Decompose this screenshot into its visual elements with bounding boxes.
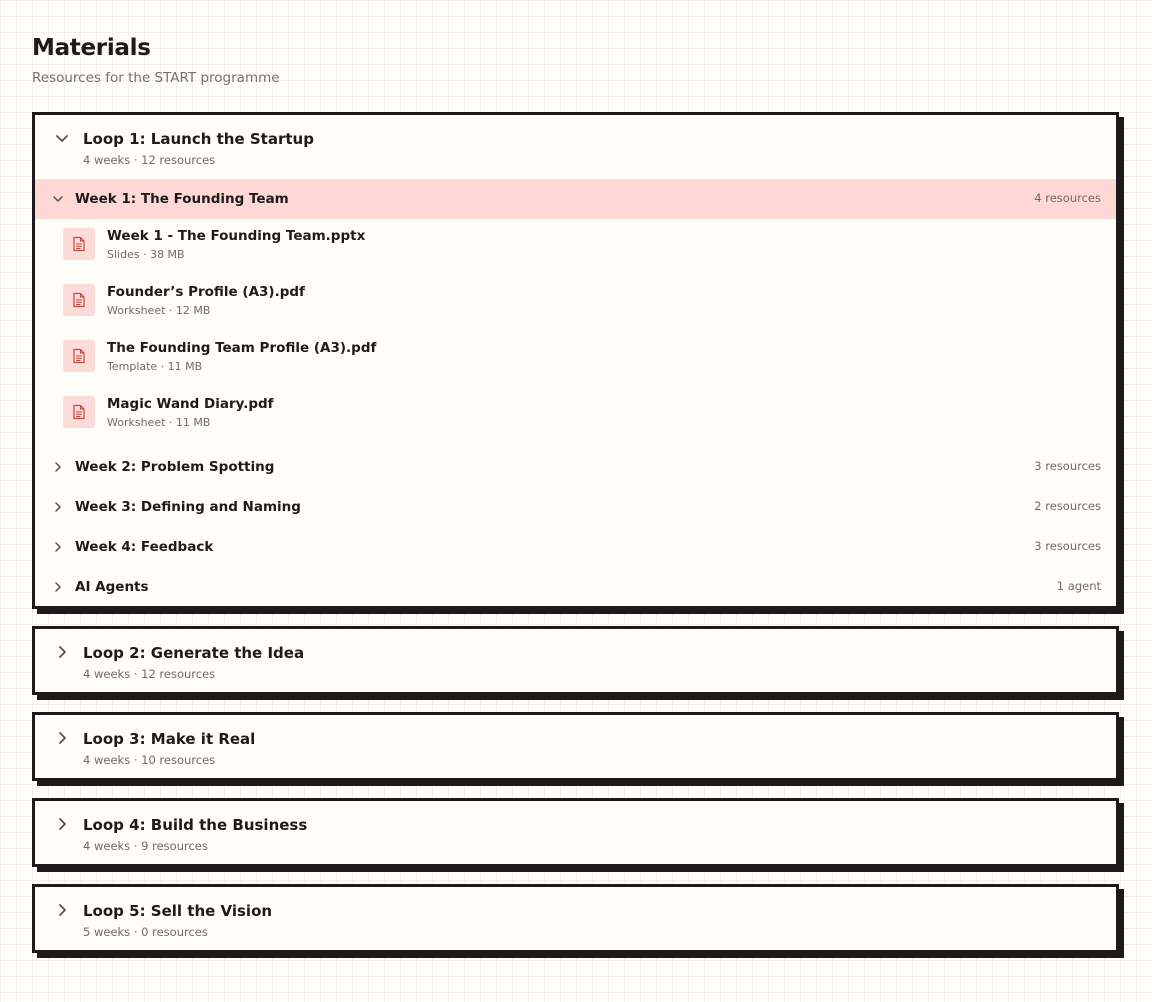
- file-name: Founder’s Profile (A3).pdf: [107, 284, 305, 300]
- chevron-right-icon: [51, 580, 65, 594]
- loop-header-3[interactable]: [35, 715, 1116, 779]
- loop-meta: 5 weeks · 0 resources: [83, 925, 208, 939]
- file-name: Magic Wand Diary.pdf: [107, 396, 274, 412]
- file-name: Week 1 - The Founding Team.pptx: [107, 228, 366, 244]
- week-resource-count: 3 resources: [1034, 459, 1101, 473]
- loop-meta: 4 weeks · 12 resources: [83, 153, 216, 167]
- chevron-down-icon: [51, 192, 65, 206]
- file-meta: Template · 11 MB: [107, 360, 203, 373]
- file-name: The Founding Team Profile (A3).pdf: [107, 340, 377, 356]
- chevron-down-icon: [53, 129, 71, 147]
- week-resource-count: 3 resources: [1034, 539, 1101, 553]
- loop-meta: 4 weeks · 10 resources: [83, 753, 216, 767]
- file-row[interactable]: [35, 387, 1116, 443]
- agent-count: 1 agent: [1056, 579, 1101, 593]
- loop-card-4: [32, 798, 1119, 867]
- loop-card-2: [32, 626, 1119, 695]
- chevron-right-icon: [53, 815, 71, 833]
- file-meta: Slides · 38 MB: [107, 248, 185, 261]
- loop-card-3: [32, 712, 1119, 781]
- page-subtitle: Resources for the START programme: [32, 70, 280, 86]
- week-title: Week 2: Problem Spotting: [75, 459, 275, 475]
- loop-card-5: [32, 884, 1119, 953]
- week-row-1[interactable]: [35, 179, 1116, 219]
- week-title: Week 4: Feedback: [75, 539, 214, 555]
- loop-title: Loop 1: Launch the Startup: [83, 130, 314, 148]
- chevron-right-icon: [51, 500, 65, 514]
- document-icon: [63, 284, 95, 316]
- page-title: Materials: [32, 35, 151, 61]
- chevron-right-icon: [53, 901, 71, 919]
- week-row-3[interactable]: [35, 487, 1116, 527]
- loop-title: Loop 4: Build the Business: [83, 816, 308, 834]
- chevron-right-icon: [51, 460, 65, 474]
- document-icon: [63, 228, 95, 260]
- document-icon: [63, 396, 95, 428]
- week-resource-count: 4 resources: [1034, 191, 1101, 205]
- loop-card-1: [32, 112, 1119, 609]
- loop-header-2[interactable]: [35, 629, 1116, 693]
- loop-meta: 4 weeks · 12 resources: [83, 667, 216, 681]
- loop-header-1[interactable]: [35, 115, 1116, 179]
- week-resource-count: 2 resources: [1034, 499, 1101, 513]
- week-row-4[interactable]: [35, 527, 1116, 567]
- chevron-right-icon: [51, 540, 65, 554]
- document-icon: [63, 340, 95, 372]
- loop-header-4[interactable]: [35, 801, 1116, 865]
- loop-title: Loop 2: Generate the Idea: [83, 644, 305, 662]
- chevron-right-icon: [53, 643, 71, 661]
- week-title: AI Agents: [75, 579, 149, 595]
- week-row-ai-agents[interactable]: [35, 567, 1116, 607]
- file-row[interactable]: [35, 219, 1116, 275]
- loop-title: Loop 5: Sell the Vision: [83, 902, 273, 920]
- week-title: Week 3: Defining and Naming: [75, 499, 301, 515]
- week-row-2[interactable]: [35, 447, 1116, 487]
- loop-header-5[interactable]: [35, 887, 1116, 951]
- file-meta: Worksheet · 12 MB: [107, 304, 211, 317]
- file-row[interactable]: [35, 331, 1116, 387]
- loop-title: Loop 3: Make it Real: [83, 730, 256, 748]
- file-meta: Worksheet · 11 MB: [107, 416, 211, 429]
- week-title: Week 1: The Founding Team: [75, 191, 289, 207]
- loop-meta: 4 weeks · 9 resources: [83, 839, 208, 853]
- file-row[interactable]: [35, 275, 1116, 331]
- chevron-right-icon: [53, 729, 71, 747]
